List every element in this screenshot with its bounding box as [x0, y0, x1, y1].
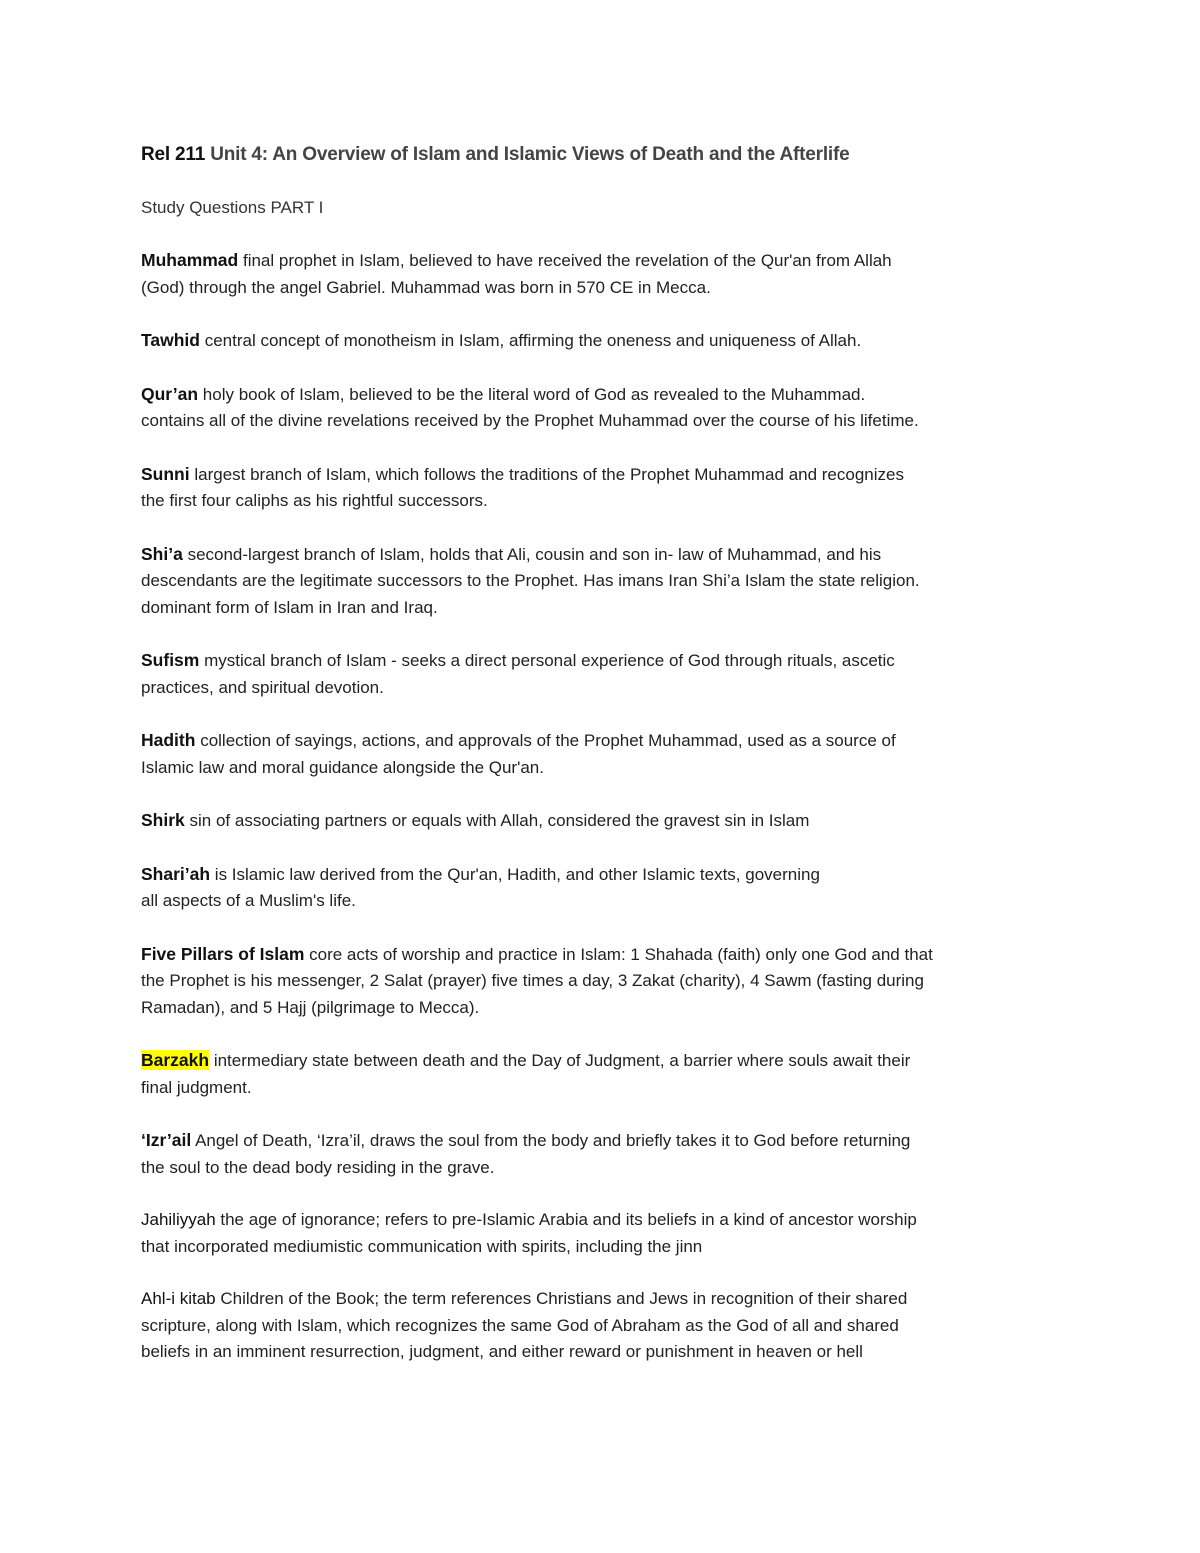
- definition-line: beliefs in an imminent resurrection, judgment, and either reward or punishment in heaven or hell: [141, 1342, 863, 1361]
- definition-line: the Prophet is his messenger, 2 Salat (prayer) five times a day, 3 Zakat (charity), 4 Sawm (fasting during: [141, 971, 924, 990]
- document-page: [141, 141, 1071, 1366]
- glossary-entry: [141, 247, 1071, 301]
- glossary-term: Five Pillars of Islam: [141, 943, 305, 964]
- glossary-list: [141, 247, 1071, 1366]
- definition-line: contains all of the divine revelations received by the Prophet Muhammad over the course of his lifetime.: [141, 411, 919, 430]
- definition-line: largest branch of Islam, which follows the traditions of the Prophet Muhammad and recognizes: [194, 464, 904, 484]
- glossary-term: Tawhid: [141, 330, 200, 350]
- glossary-term: Shi’a: [141, 543, 183, 564]
- definition-line: (God) through the angel Gabriel. Muhammad was born in 570 CE in Mecca.: [141, 277, 711, 297]
- glossary-entry: [141, 941, 1071, 1022]
- definition-line: the first four caliphs as his rightful successors.: [141, 491, 488, 510]
- glossary-entry: [141, 1286, 1071, 1366]
- definition-line: that incorporated mediumistic communication with spirits, including the jinn: [141, 1236, 703, 1256]
- definition-line: Children of the Book; the term references Christians and Jews in recognition of their shared: [215, 1289, 908, 1308]
- glossary-entry: [141, 807, 1071, 835]
- glossary-entry: [141, 1127, 1071, 1181]
- glossary-term: Qur’an: [141, 383, 199, 404]
- glossary-entry: [141, 381, 1071, 435]
- section-subtitle: Study Questions PART I: [141, 198, 324, 217]
- glossary-term: Muhammad: [141, 250, 239, 270]
- definition-line: dominant form of Islam in Iran and Iraq.: [141, 597, 438, 617]
- definition-line: is Islamic law derived from the Qur'an, Hadith, and other Islamic texts, governing: [214, 864, 820, 884]
- definition-line: Angel of Death, ‘Izra’il, draws the soul from the body and briefly takes it to God before returning: [195, 1131, 911, 1150]
- glossary-term: Jahiliyyah: [141, 1210, 216, 1229]
- definition-line: mystical branch of Islam - seeks a direct personal experience of God through rituals, ascetic: [204, 651, 895, 670]
- glossary-entry: [141, 727, 1071, 781]
- definition-line: second-largest branch of Islam, holds that Ali, cousin and son in- law of Muhammad, and his: [187, 544, 882, 564]
- glossary-entry: [141, 461, 1071, 515]
- glossary-term: Ahl-i kitab: [141, 1289, 216, 1308]
- definition-line: descendants are the legitimate successors to the Prophet. Has imans Iran Shi’a Islam the state religion.: [141, 571, 920, 590]
- glossary-entry: [141, 1047, 1071, 1101]
- glossary-entry: [141, 861, 1071, 915]
- glossary-term: Sunni: [141, 463, 190, 484]
- definition-line: holy book of Islam, believed to be the literal word of God as revealed to the Muhammad.: [202, 384, 866, 404]
- definition-line: central concept of monotheism in Islam, affirming the oneness and uniqueness of Allah.: [204, 331, 862, 350]
- definition-line: final prophet in Islam, believed to have received the revelation of the Qur'an from Allah: [242, 251, 892, 270]
- unit-title: Unit 4: An Overview of Islam and Islamic Views of Death and the Afterlife: [210, 144, 850, 165]
- glossary-term: Sufism: [141, 650, 200, 670]
- definition-line: the age of ignorance; refers to pre-Islamic Arabia and its beliefs in a kind of ancestor worship: [215, 1210, 917, 1229]
- glossary-term: Hadith: [141, 730, 196, 750]
- definition-line: all aspects of a Muslim's life.: [141, 891, 356, 910]
- definition-line: final judgment.: [141, 1077, 252, 1097]
- glossary-entry: [141, 541, 1071, 622]
- definition-line: sin of associating partners or equals with Allah, considered the gravest sin in Islam: [189, 811, 810, 830]
- definition-line: scripture, along with Islam, which recognizes the same God of Abraham as the God of all and shared: [141, 1315, 899, 1335]
- definition-line: core acts of worship and practice in Islam: 1 Shahada (faith) only one God and that: [309, 944, 933, 964]
- definition-line: Ramadan), and 5 Hajj (pilgrimage to Mecca).: [141, 997, 480, 1017]
- definition-line: intermediary state between death and the Day of Judgment, a barrier where souls await their: [213, 1051, 911, 1070]
- document-title: [141, 141, 1071, 168]
- glossary-entry: [141, 1207, 1071, 1260]
- glossary-entry: [141, 647, 1071, 701]
- glossary-term: Shari’ah: [141, 863, 211, 884]
- glossary-term: Barzakh: [141, 1050, 210, 1070]
- glossary-term: ‘Izr’ail: [141, 1130, 192, 1150]
- definition-line: the soul to the dead body residing in the grave.: [141, 1157, 495, 1177]
- definition-line: practices, and spiritual devotion.: [141, 677, 384, 697]
- definition-line: collection of sayings, actions, and approvals of the Prophet Muhammad, used as a source of: [200, 731, 896, 750]
- glossary-entry: [141, 327, 1071, 355]
- glossary-term: Shirk: [141, 810, 185, 830]
- course-code: Rel 211: [141, 144, 206, 165]
- definition-line: Islamic law and moral guidance alongside the Qur'an.: [141, 757, 544, 777]
